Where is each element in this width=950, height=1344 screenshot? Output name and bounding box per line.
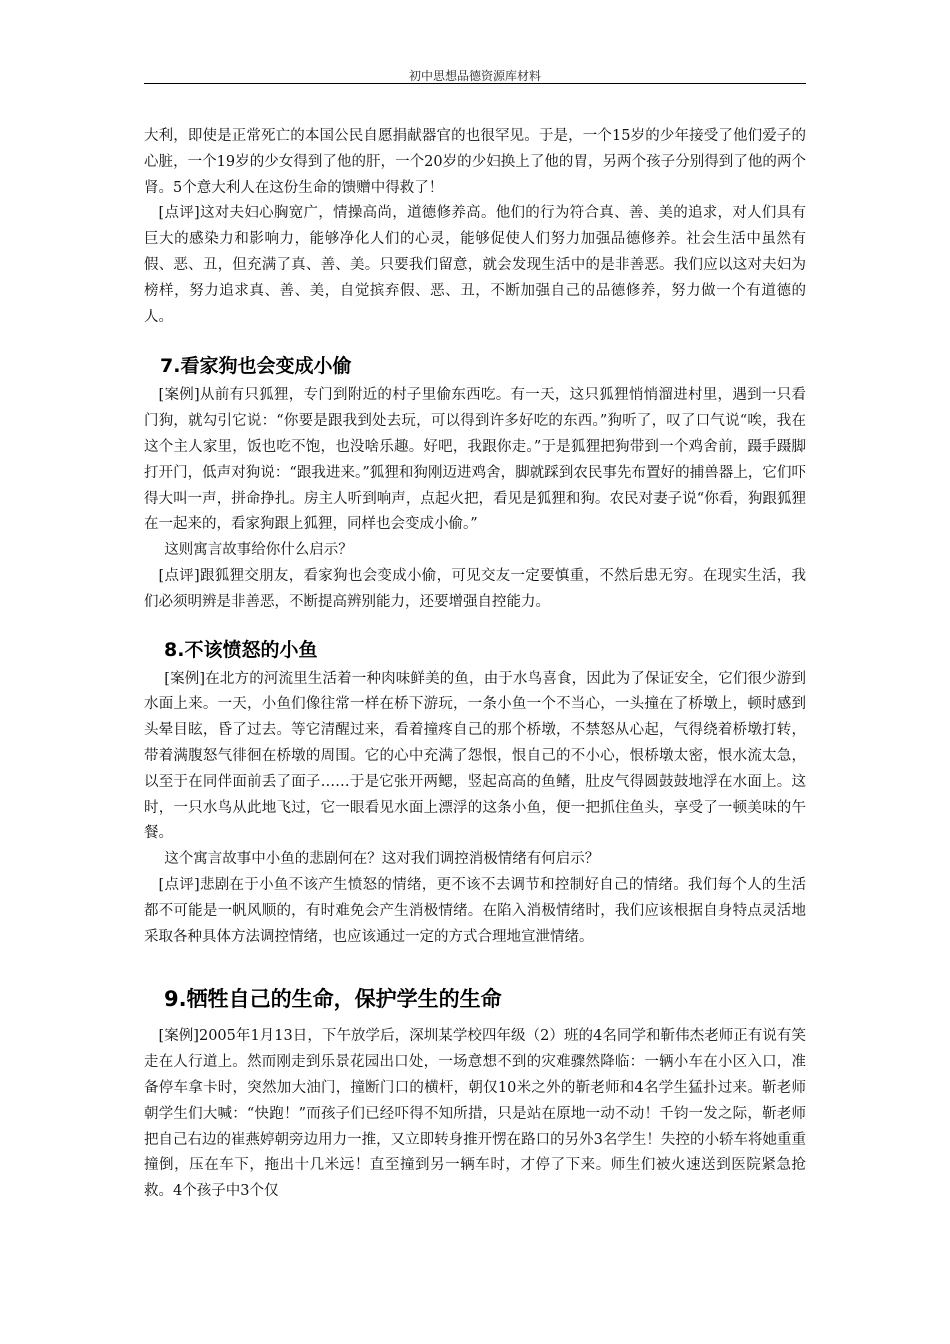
section-7-case: [案例]从前有只狐狸，专门到附近的村子里偷东西吃。有一天，这只狐狸悄悄溜进村里，遇到一只看门狗，就勾引它说：“你要是跟我到处去玩，可以得到许多好吃的东西。”狗听了，叹了口气说“唉，我在这个主人家里，饭也吃不饱，也没啥乐趣。好吧，我跟你走。”于是狐狸把狗带到一个鸡舍前，蹑手蹑脚打开门，低声对狗说：“跟我进来。”狐狸和狗刚迈进鸡舍，脚就踩到农民事先布置好的捕兽器上，它们吓得大叫一声，拼命挣扎。房主人听到响声，点起火把，看见是狐狸和狗。农民对妻子说“你看，狗跟狐狸在一起来的，看家狗跟上狐狸，同样也会变成小偷。”	[144, 387, 806, 533]
section-7-comment: [点评]跟狐狸交朋友，看家狗也会变成小偷，可见交友一定要慎重，不然后患无穷。在现实生活，我们必须明辨是非善恶，不断提高辨别能力，还要增强自控能力。	[144, 567, 806, 610]
section-9-case: [案例]2005年1月13日，下午放学后，深圳某学校四年级（2）班的4名同学和靳伟杰老师正有说有笑走在人行道上。然而刚走到乐景花园出口处，一场意想不到的灾难骤然降临：一辆小车在小区入口，准备停车拿卡时，突然加大油门，撞断门口的横杆，朝仅10米之外的靳老师和4名学生猛扑过来。靳老师朝学生们大喊：“快跑！”而孩子们已经吓得不知所措，只是站在原地一动不动！千钧一发之际，靳老师把自己右边的崔燕婷朝旁边用力一推，又立即转身推开愣在路口的另外3名学生！失控的小轿车将她重重撞倒，压在车下，拖出十几米远！直至撞到另一辆车时，才停了下来。师生们被火速送到医院紧急抢救。4个孩子中3个仅	[144, 1028, 806, 1200]
intro-comment: [点评]这对夫妇心胸宽广，情操高尚，道德修养高。他们的行为符合真、善、美的追求，对人们具有巨大的感染力和影响力，能够净化人们的心灵，能够促使人们努力加强品德修养。社会生活中虽然有假、恶、丑，但充满了真、善、美。只要我们留意，就会发现生活中的是非善恶。我们应以这对夫妇为榜样，努力追求真、善、美，自觉摈弃假、恶、丑，不断加强自己的品德修养，努力做一个有道德的人。	[144, 205, 806, 325]
page-header: 初中思想品德资源库材料	[408, 69, 541, 83]
section-7-question: 这则寓言故事给你什么启示？	[164, 542, 353, 559]
section-8-comment: [点评]悲剧在于小鱼不该产生愤怒的情绪，更不该不去调节和控制好自己的情绪。我们每个人的生活都不可能是一帆风顺的，有时难免会产生消极情绪。在陷入消极情绪时，我们应该根据自身特点灵活地采取各种具体方法调控情绪，也应该通过一定的方式合理地宣泄情绪。	[144, 876, 806, 945]
section-9-title: 9.牺牲自己的生命，保护学生的生命	[164, 987, 502, 1012]
header-divider	[144, 83, 806, 84]
section-8-title: 8.不该愤怒的小鱼	[164, 638, 318, 661]
section-8-question: 这个寓言故事中小鱼的悲剧何在？这对我们调控消极情绪有何启示？	[164, 851, 600, 868]
section-8-case: [案例]在北方的河流里生活着一种肉味鲜美的鱼，由于水鸟喜食，因此为了保证安全，它们很少游到水面上来。一天，小鱼们像往常一样在桥下游玩，一条小鱼一个不当心，一头撞在了桥墩上，顿时感到头晕目眩，昏了过去。等它清醒过来，看着撞疼自己的那个桥墩，不禁怒从心起，气得绕着桥墩打转，带着满腹怒气徘徊在桥墩的周围。它的心中充满了怨恨，恨自己的不小心，恨桥墩太密，恨水流太急，以至于在同伴面前丢了面子……于是它张开两鳃，竖起高高的鱼鳍，肚皮气得圆鼓鼓地浮在水面上。这时，一只水鸟从此地飞过，它一眼看见水面上漂浮的这条小鱼，便一把抓住鱼头，享受了一顿美味的午餐。	[144, 670, 806, 842]
document-body	[144, 124, 806, 1205]
section-7-title: 7.看家狗也会变成小偷	[160, 355, 352, 378]
intro-paragraph: 大利，即使是正常死亡的本国公民自愿捐献器官的也很罕见。于是，一个15岁的少年接受了他们爱子的心脏，一个19岁的少女得到了他的肝，一个20岁的少妇换上了他的胃，另两个孩子分别得到了他的两个肾。5个意大利人在这份生命的馈赠中得救了！	[144, 128, 806, 196]
